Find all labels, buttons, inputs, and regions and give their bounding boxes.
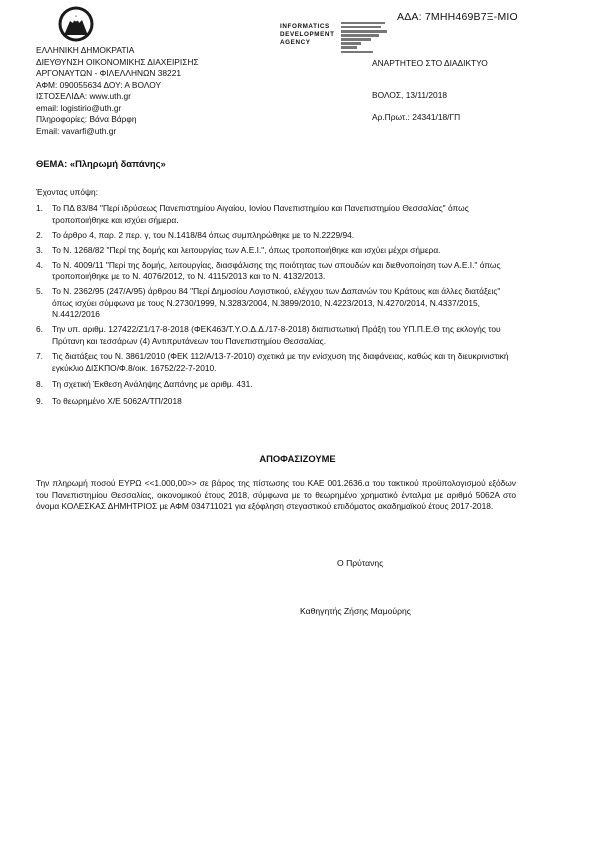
agency-label <box>280 23 335 48</box>
sender-line: ΑΦΜ: 090055634 ΔΟΥ: Α ΒΟΛΟΥ <box>36 79 162 90</box>
sender-line: Πληροφορίες: Βάνα Βάρφη <box>36 114 137 124</box>
list-item-text: Το Ν. 4009/11 "Περί της δομής, λειτουργίας, διασφάλισης της ποιότητας των σπουδών και διεθνοποίηση των Α.Ε.Ι." όπως τροποποιήθηκε με το Ν. 4076/2012, το Ν. 4115/2013 και το Ν. 4132/2013. <box>52 259 501 282</box>
list-item-number: 8. <box>36 379 43 390</box>
sender-block <box>36 45 199 137</box>
list-item-number: 2. <box>36 229 43 240</box>
list-item-text: Την υπ. αριθμ. 127422/Ζ1/17-8-2018 (ΦΕΚ463/Τ.Υ.Ο.Δ.Δ./17-8-2018) διαπιστωτική Πράξη του ΥΠ.Π.Ε.Θ της εκλογής του Πρύτανη και τεσσάρων (4) Αντιπρυτάνεων του Πανεπιστημίου Θεσσαλίας. <box>52 324 501 346</box>
list-item-text: Τις διατάξεις του Ν. 3861/2010 (ΦΕΚ 112/Α/13-7-2010) σχετικά με την ενίσχυση της διαφάνειας, καθώς και τη διευκρινιστική εγκύκλιο ΔΙΣΚΠΟ/Φ.8/οικ. 16752/22-7-2010. <box>52 351 509 373</box>
list-item <box>36 351 516 374</box>
list-item-number: 3. <box>36 244 43 255</box>
agency-line: DEVELOPMENT <box>280 31 335 39</box>
list-item-number: 4. <box>36 259 43 270</box>
sender-line: ΑΡΓΟΝΑΥΤΩΝ - ΦΙΛΕΛΛΗΝΩΝ 38221 <box>36 68 182 78</box>
protocol-number: Αρ.Πρωτ.: 24341/18/ΓΠ <box>372 112 461 122</box>
list-item-text: Το Ν. 1268/82 "Περί της δομής και λειτουργίας των Α.Ε.Ι.", όπως τροποποιήθηκε και ισχύει μέχρι σήμερα. <box>52 244 441 255</box>
list-item <box>36 245 516 257</box>
list-item-number: 6. <box>36 324 43 335</box>
list-item <box>36 286 516 321</box>
list-item-text: Τη σχετική Έκθεση Ανάληψης Δαπάνης με αριθμ. 431. <box>52 379 253 390</box>
list-item <box>36 324 516 347</box>
sender-line: email: logistirio@uth.gr <box>36 102 122 113</box>
sender-line: Email: vavarfi@uth.gr <box>36 125 117 136</box>
sender-line: ΔΙΕΥΘΥΝΣΗ ΟΙΚΟΝΟΜΙΚΗΣ ΔΙΑΧΕΙΡΙΣΗΣ <box>36 56 199 67</box>
list-item-number: 7. <box>36 351 43 362</box>
list-item-text: Το θεωρημένο Χ/Ε 5062Α/ΤΠ/2018 <box>52 395 182 406</box>
ada-code: ΑΔΑ: 7ΜΗΗ469Β7Ξ-ΜΙΟ <box>397 11 518 23</box>
university-logo-icon <box>55 5 97 43</box>
sender-line: ΕΛΛΗΝΙΚΗ ΔΗΜΟΚΡΑΤΙΑ <box>36 45 135 55</box>
considerations-list <box>36 203 516 411</box>
signature-name: Καθηγητής Ζήσης Μαμούρης <box>300 606 411 616</box>
list-item-number: 1. <box>36 203 43 213</box>
list-item-number: 9. <box>36 395 43 406</box>
agency-line: AGENCY <box>280 39 311 47</box>
sender-line: ΙΣΤΟΣΕΛΙΔΑ: www.uth.gr <box>36 91 131 101</box>
list-item-text: Το ΠΔ 83/84 "Περί ιδρύσεως Πανεπιστημίου Αιγαίου, Ιονίου Πανεπιστημίου και Πανεπιστημίου Θεσσαλίας" όπως τροποποιήθηκε και ισχύει σήμερα. <box>52 203 469 225</box>
list-item-text: Το άρθρο 4, παρ. 2 περ. γ, του Ν.1418/84 όπως συμπληρώθηκε με το Ν.2229/94. <box>52 229 355 240</box>
signature-stamp-icon <box>341 22 389 58</box>
list-item <box>36 379 516 391</box>
list-item <box>36 203 516 226</box>
list-item <box>36 230 516 242</box>
list-item <box>36 396 516 408</box>
posted-label: ΑΝΑΡΤΗΤΕΟ ΣΤΟ ΔΙΑΔΙΚΤΥΟ <box>372 58 488 68</box>
decision-title: ΑΠΟΦΑΣΙΖΟΥΜΕ <box>259 453 336 464</box>
list-item-number: 5. <box>36 286 43 297</box>
date-label: ΒΟΛΟΣ, 13/11/2018 <box>372 90 448 100</box>
subject-line: ΘΕΜΑ: «Πληρωμή δαπάνης» <box>36 158 166 169</box>
signature-role: Ο Πρύτανης <box>337 558 384 568</box>
decision-text: Την πληρωμή ποσού ΕΥΡΩ <<1.000,00>> σε βάρος της πίστωσης του ΚΑΕ 001.2636.α του τακτικού προϋπολογισμού εξόδων του Πανεπιστημίου Θεσσαλίας, οικονομικού έτους 2018, σύμφωνα με το θεωρημένο χρηματικό ένταλμα με αριθμό 5062Α στο όνομα ΚΟΛΕΣΚΑΣ ΔΗΜΗΤΡΙΟΣ με ΑΦΜ 034711021 για εξόφληση στεγαστικού επιδόματος ακαδημαϊκού έτους 2017-2018. <box>36 478 516 511</box>
agency-line: INFORMATICS <box>280 23 330 30</box>
having-regard-label: Έχοντας υπόψη: <box>36 187 98 197</box>
list-item-text: Το Ν. 2362/95 (247/Α/95) άρθρου 84 "Περί Δημοσίου Λογιστικού, ελέγχου των Δαπανών του Κράτους και άλλες διατάξεις" όπως ισχύει σύμφωνα με τους Ν.2730/1999, Ν.3283/2004, Ν.3899/2010, Ν.4223/2013, Ν.4270/2014, Ν.4337/2015, Ν.4412/2016 <box>52 286 501 320</box>
list-item <box>36 260 516 283</box>
